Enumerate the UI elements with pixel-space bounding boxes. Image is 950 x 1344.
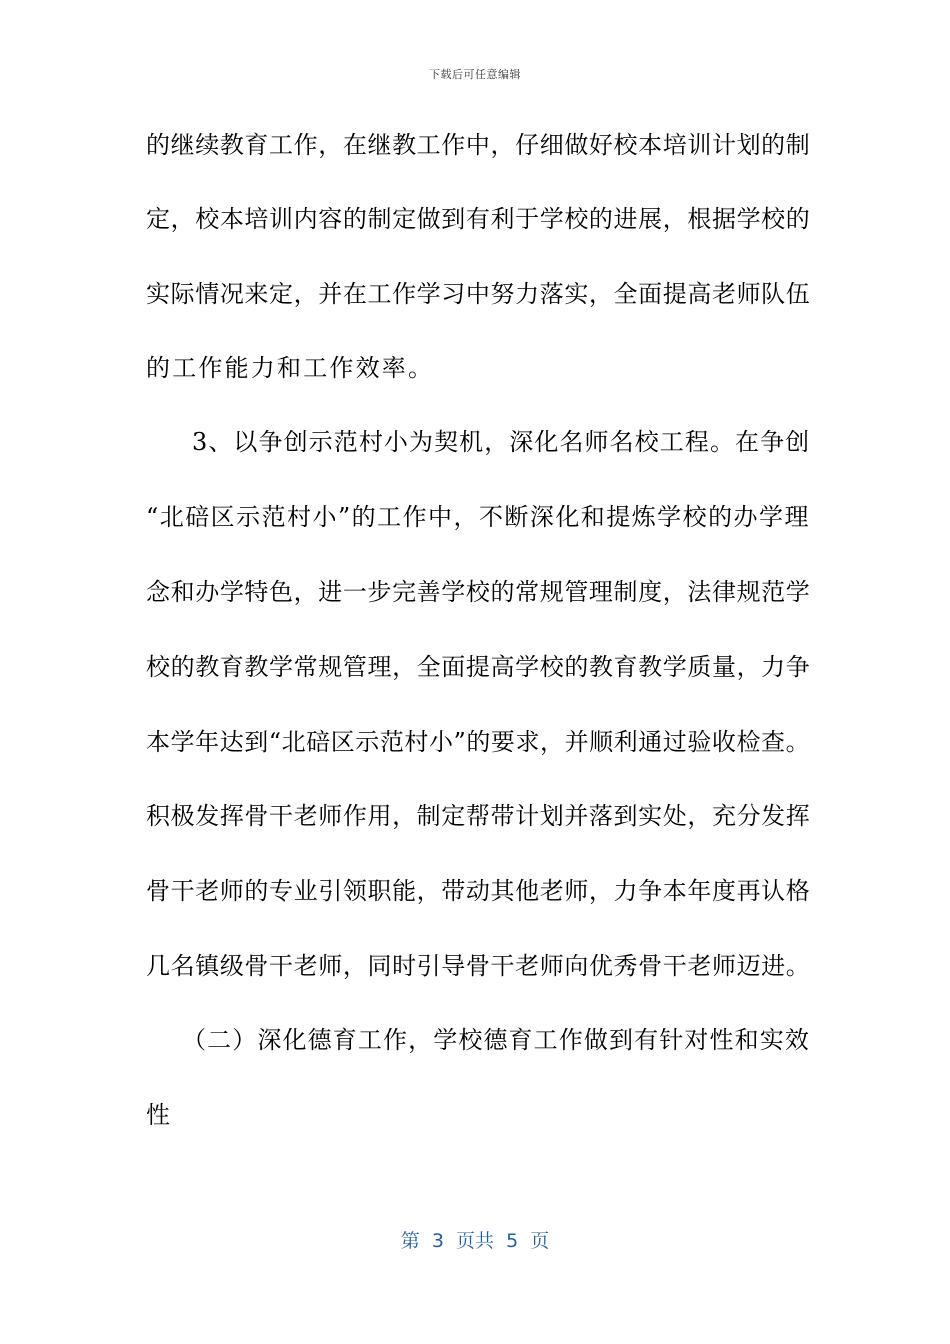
body-line-13: （二）深化德育工作，学校德育工作做到有针对性和实效 (182, 1026, 810, 1054)
body-line-9: 本学年达到“北碚区示范村小”的要求，并顺利通过验收检查。 (146, 728, 811, 756)
body-line-14: 性 (146, 1101, 173, 1129)
page-number-footer: 第 3 页共 5 页 (400, 1230, 550, 1252)
body-line-7: 念和办学特色，进一步完善学校的常规管理制度，法律规范学 (146, 578, 811, 606)
body-line-3: 实际情况来定，并在工作学习中努力落实，全面提高老师队伍 (146, 280, 811, 308)
body-line-1: 的继续教育工作，在继教工作中，仔细做好校本培训计划的制 (146, 131, 811, 159)
body-line-2: 定，校本培训内容的制定做到有利于学校的进展，根据学校的 (146, 205, 811, 233)
body-line-10: 积极发挥骨干老师作用，制定帮带计划并落到实处，充分发挥 (146, 802, 811, 830)
body-line-8: 校的教育教学常规管理，全面提高学校的教育教学质量，力争 (146, 653, 811, 681)
body-line-12: 几名镇级骨干老师，同时引导骨干老师向优秀骨干老师迈进。 (146, 952, 811, 980)
body-line-11: 骨干老师的专业引领职能，带动其他老师，力争本年度再认格 (146, 877, 811, 905)
body-line-5: 3、以争创示范村小为契机，深化名师名校工程。在争创 (192, 428, 811, 456)
body-line-4: 的工作能力和工作效率。 (146, 354, 435, 382)
body-line-6: “北碚区示范村小”的工作中，不断深化和提炼学校的办学理 (146, 503, 810, 531)
header-note: 下载后可任意编辑 (429, 68, 521, 81)
